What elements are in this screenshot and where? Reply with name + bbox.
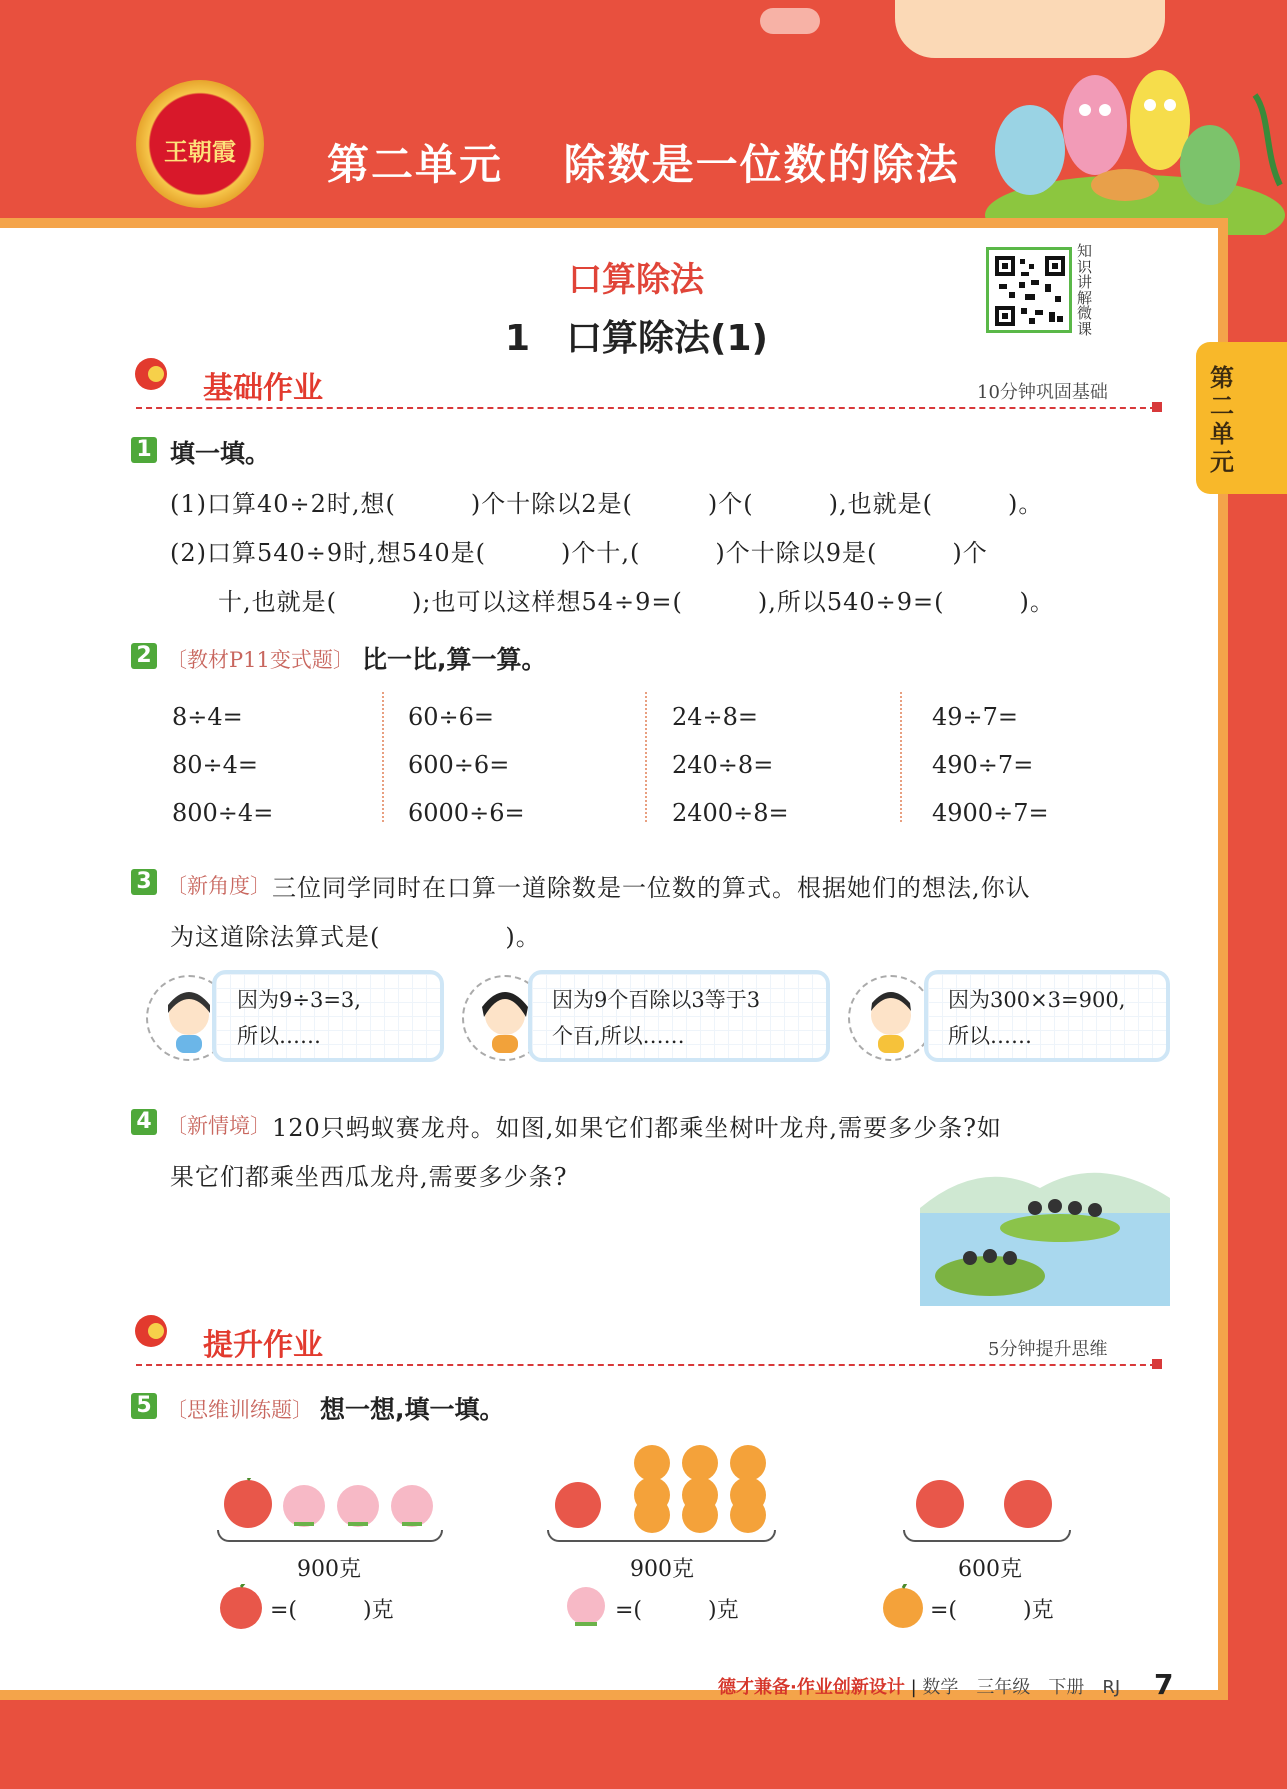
lesson-title: 1 口算除法(1): [505, 318, 769, 359]
girl-icon: [850, 977, 932, 1059]
page-number: 7: [1154, 1668, 1174, 1701]
brace: [217, 1530, 443, 1542]
bubble-text: 因为9÷3=3,: [237, 988, 361, 1012]
column-divider: [382, 692, 384, 822]
equation[interactable]: 6000÷6=: [408, 799, 525, 827]
cloud-decoration: [760, 8, 820, 34]
fruit-group: [550, 1435, 775, 1535]
question-number: 2: [131, 643, 157, 669]
bubble-text: 个百,所以……: [552, 1024, 685, 1048]
weight-label: 900克: [630, 1557, 694, 1582]
qr-label: 知识讲解微课: [1077, 242, 1093, 338]
question-line: 为这道除法算式是( )。: [170, 923, 541, 951]
question-line: 果它们都乘坐西瓜龙舟,需要多少条?: [170, 1163, 568, 1191]
question-title: 想一想,填一填。: [320, 1395, 505, 1424]
bubble-text: 因为300×3=900,: [948, 988, 1126, 1012]
question-tag: 〔新角度〕: [166, 874, 271, 898]
question-number: 5: [131, 1393, 157, 1419]
divider-end: [1152, 402, 1162, 412]
question-line: (2)口算540÷9时,想540是( )个十,( )个十除以9是( )个: [170, 539, 988, 567]
equation[interactable]: 600÷6=: [408, 751, 510, 779]
question-line: 三位同学同时在口算一道除数是一位数的算式。根据她们的想法,你认: [272, 874, 1031, 902]
footer-separator: |: [910, 1677, 923, 1698]
equation[interactable]: 490÷7=: [932, 751, 1034, 779]
bubble-text: 所以……: [948, 1024, 1032, 1048]
brace: [547, 1530, 776, 1542]
question-number: 1: [131, 437, 157, 463]
unit-side-tab[interactable]: [1196, 342, 1287, 494]
basic-homework-heading: 基础作业: [203, 371, 323, 406]
equation[interactable]: 2400÷8=: [672, 799, 789, 827]
equation[interactable]: 8÷4=: [172, 703, 243, 731]
question-line: 十,也就是( );也可以这样想54÷9=( ),所以540÷9=( )。: [218, 588, 1055, 616]
divider: [136, 1364, 1156, 1366]
flower-icon: [132, 1312, 170, 1350]
column-divider: [645, 692, 647, 822]
fruit-group: [222, 1478, 436, 1530]
divider: [136, 407, 1156, 409]
advanced-homework-note: 5分钟提升思维: [988, 1339, 1108, 1360]
equation[interactable]: 240÷8=: [672, 751, 774, 779]
section-title: 口算除法: [568, 260, 704, 300]
question-tag: 〔新情境〕: [166, 1114, 271, 1138]
flower-icon: [132, 355, 170, 393]
unit-side-tab-label: 第二单元: [1210, 364, 1234, 476]
answer-blank[interactable]: =( )克: [930, 1598, 1054, 1623]
apple-icon: [216, 1584, 266, 1630]
basic-homework-note: 10分钟巩固基础: [977, 382, 1108, 403]
question-tag: 〔思维训练题〕: [166, 1398, 313, 1422]
column-divider: [900, 692, 902, 822]
equation[interactable]: 49÷7=: [932, 703, 1019, 731]
answer-blank[interactable]: =( )克: [615, 1598, 739, 1623]
brand-logo-text: 王朝霞: [164, 137, 236, 166]
equation[interactable]: 80÷4=: [172, 751, 259, 779]
student-avatar: [848, 975, 934, 1061]
question-title: 填一填。: [170, 439, 271, 468]
question-line: (1)口算40÷2时,想( )个十除以2是( )个( ),也就是( )。: [170, 490, 1044, 518]
fruit-group: [910, 1478, 1060, 1530]
monsters-illustration: [985, 55, 1285, 235]
weight-label: 600克: [958, 1557, 1022, 1582]
equation[interactable]: 60÷6=: [408, 703, 495, 731]
question-number: 4: [131, 1109, 157, 1135]
qr-code-icon: [995, 256, 1065, 326]
unit-title: 第二单元 除数是一位数的除法: [327, 140, 960, 189]
question-line: 120只蚂蚁赛龙舟。如图,如果它们都乘坐树叶龙舟,需要多少条?如: [272, 1114, 1002, 1142]
divider-end: [1152, 1359, 1162, 1369]
answer-blank[interactable]: =( )克: [270, 1598, 394, 1623]
footer-brand: 德才兼备·作业创新设计: [718, 1677, 905, 1698]
brace: [903, 1530, 1071, 1542]
question-tag: 〔教材P11变式题〕: [166, 648, 354, 672]
peach-icon: [561, 1584, 611, 1630]
weight-label: 900克: [297, 1557, 361, 1582]
equation[interactable]: 4900÷7=: [932, 799, 1049, 827]
footer: [718, 1673, 1120, 1699]
equation[interactable]: 800÷4=: [172, 799, 274, 827]
bubble-text: 因为9个百除以3等于3: [552, 988, 761, 1012]
cloud-decoration: [895, 0, 1165, 58]
question-title: 比一比,算一算。: [362, 645, 547, 674]
advanced-homework-heading: 提升作业: [203, 1328, 323, 1363]
equation[interactable]: 24÷8=: [672, 703, 759, 731]
bubble-text: 所以……: [237, 1024, 321, 1048]
question-number: 3: [131, 869, 157, 895]
ants-boat-race-illustration: [920, 1158, 1170, 1306]
orange-icon: [878, 1584, 928, 1630]
footer-subtitle: 数学 三年级 下册 RJ: [922, 1677, 1121, 1698]
qr-code[interactable]: [986, 247, 1072, 333]
